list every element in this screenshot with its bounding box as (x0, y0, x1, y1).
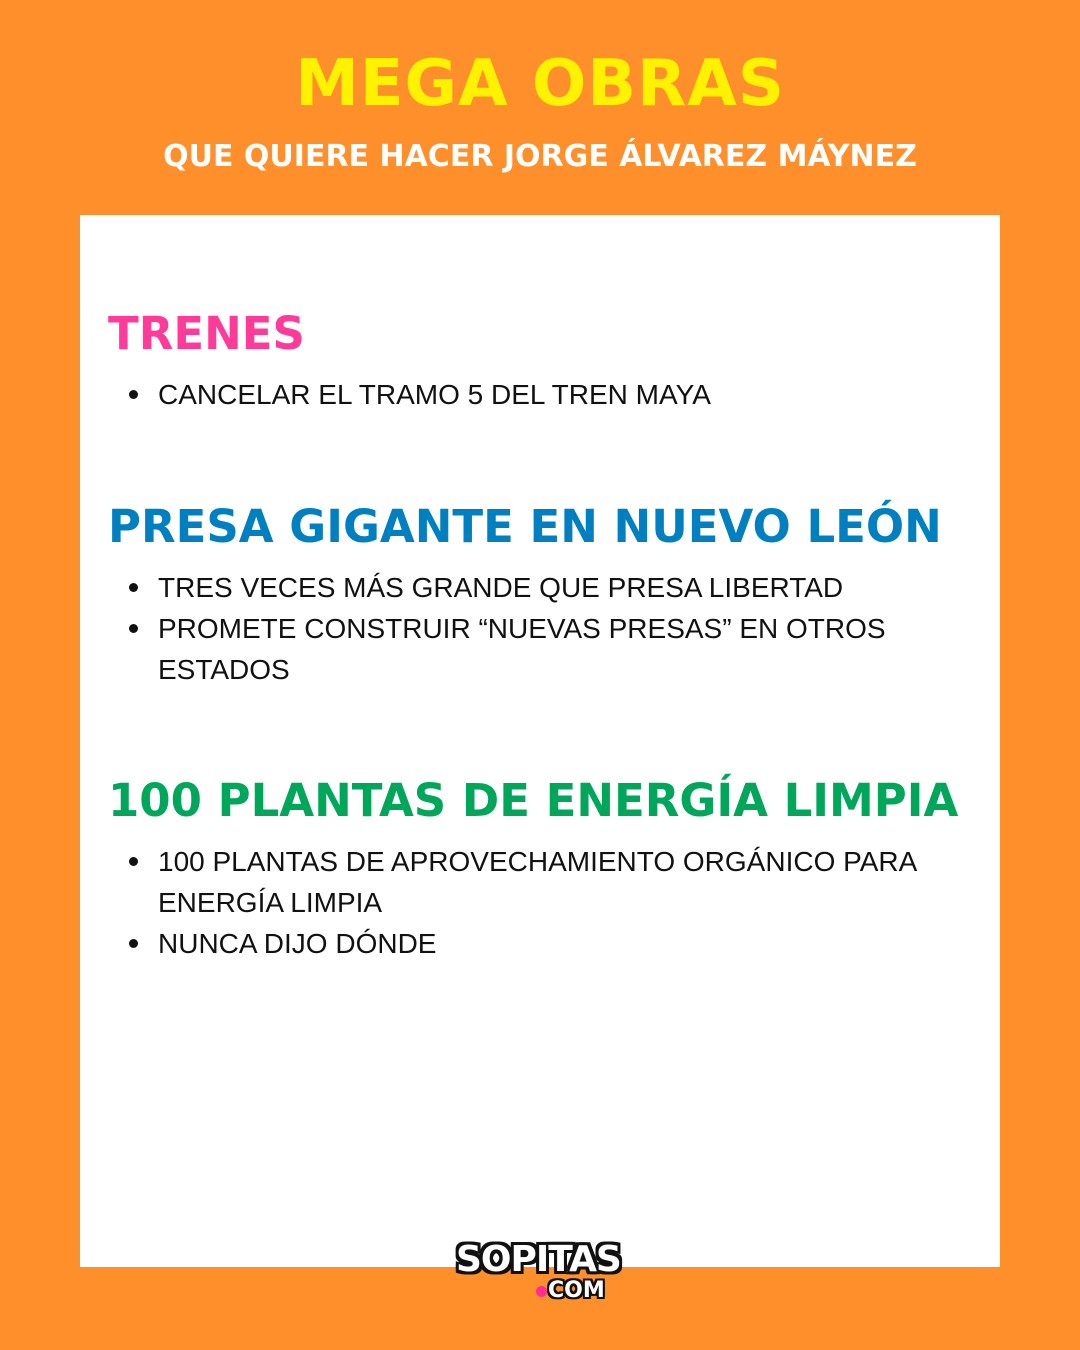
list-item (108, 841, 918, 923)
logo-wordmark: SOPITAS (456, 1239, 621, 1280)
bullet-list-presa (108, 567, 988, 690)
list-item-text: CANCELAR EL TRAMO 5 DEL TREN MAYA (158, 379, 711, 410)
page-title: MEGA OBRAS (295, 47, 785, 121)
bullet-dot-icon (129, 583, 138, 592)
bullet-dot-icon (129, 390, 138, 399)
sopitas-logo (456, 1240, 626, 1312)
list-item-text: PROMETE CONSTRUIR “NUEVAS PRESAS” EN OTROS ESTADOS (158, 613, 886, 685)
bullet-dot-icon (129, 857, 138, 866)
list-item-text: NUNCA DIJO DÓNDE (158, 928, 437, 959)
section-heading-trenes: TRENES (108, 307, 305, 360)
section-presa (108, 500, 988, 690)
list-item (108, 923, 918, 964)
bullet-dot-icon (129, 624, 138, 633)
list-item-text: 100 PLANTAS DE APROVECHAMIENTO ORGÁNICO PARA ENERGÍA LIMPIA (158, 846, 916, 918)
section-heading-plantas: 100 PLANTAS DE ENERGÍA LIMPIA (108, 774, 959, 827)
section-trenes (108, 307, 988, 415)
content-card (80, 215, 1000, 1267)
page-subtitle: QUE QUIERE HACER JORGE ÁLVAREZ MÁYNEZ (163, 139, 917, 174)
logo-domain: COM (548, 1278, 605, 1303)
header (0, 0, 1080, 215)
logo-dot-icon (536, 1286, 547, 1297)
list-item-text: TRES VECES MÁS GRANDE QUE PRESA LIBERTAD (158, 572, 844, 603)
list-item (108, 374, 918, 415)
bullet-list-trenes (108, 374, 988, 415)
section-heading-presa: PRESA GIGANTE EN NUEVO LEÓN (108, 500, 942, 553)
section-plantas (108, 774, 988, 964)
bullet-list-plantas (108, 841, 988, 964)
list-item (108, 608, 918, 690)
bullet-dot-icon (129, 939, 138, 948)
list-item (108, 567, 918, 608)
